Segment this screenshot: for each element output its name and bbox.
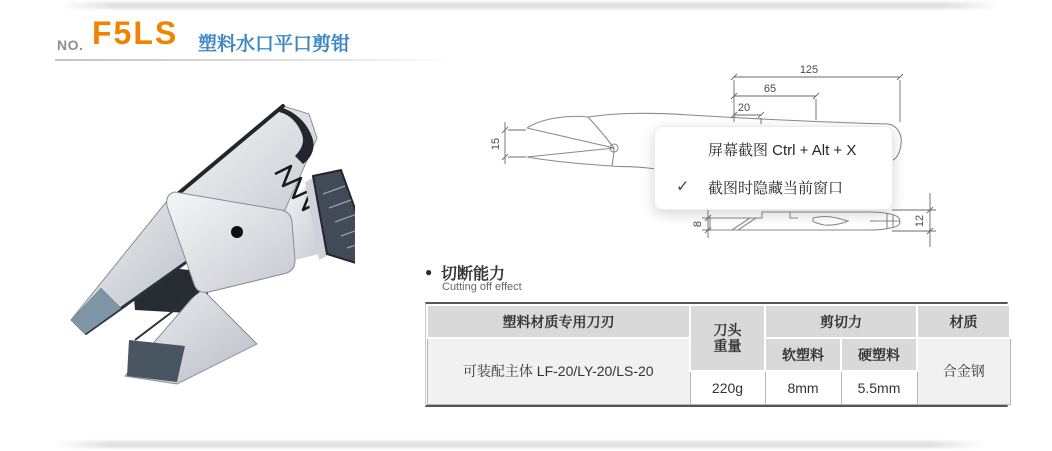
spec-table-wrapper bbox=[425, 302, 1008, 407]
popup-item-screenshot-label: 屏幕截图 Ctrl + Alt + X bbox=[708, 141, 857, 159]
product-photo bbox=[25, 82, 355, 412]
dim-65-label: 65 bbox=[763, 83, 777, 95]
col-header-blade: 塑料材质专用刀刃 bbox=[427, 305, 690, 338]
section-title-cn: 切断能力 bbox=[441, 266, 506, 283]
pivot-dot bbox=[231, 226, 243, 238]
product-title: 塑料水口平口剪钳 bbox=[198, 34, 351, 55]
popup-item-hide-window-label: 截图时隐藏当前窗口 bbox=[708, 179, 844, 197]
cell-weight: 220g bbox=[690, 371, 765, 404]
col-header-soft-plastic: 软塑料 bbox=[765, 338, 841, 371]
head-weight-line2: 重量 bbox=[713, 338, 742, 354]
product-model: F5LS bbox=[92, 15, 179, 51]
dim-12-label: 12 bbox=[914, 214, 926, 228]
popup-item-screenshot[interactable] bbox=[655, 130, 892, 168]
spec-table bbox=[426, 304, 1011, 405]
dim-8-label: 8 bbox=[692, 220, 704, 228]
cell-blade-body: 可装配主体 LF-20/LY-20/LS-20 bbox=[427, 338, 690, 404]
cell-material: 合金钢 bbox=[917, 338, 1010, 404]
bullet-icon: ● bbox=[425, 265, 433, 279]
bottom-divider bbox=[55, 441, 985, 448]
cell-soft-value: 8mm bbox=[765, 371, 841, 404]
check-icon: ✓ bbox=[676, 178, 690, 196]
product-no-label: NO. bbox=[57, 37, 84, 53]
dim-20-label: 20 bbox=[737, 102, 751, 114]
top-divider bbox=[60, 2, 1000, 9]
section-title-en: Cutting off effect bbox=[442, 281, 522, 293]
col-header-shear: 剪切力 bbox=[765, 305, 917, 338]
col-header-material: 材质 bbox=[917, 305, 1010, 338]
cell-hard-value: 5.5mm bbox=[841, 371, 917, 404]
screenshot-popup bbox=[654, 126, 893, 210]
dim-125-label: 125 bbox=[799, 64, 819, 76]
popup-item-hide-window[interactable] bbox=[655, 168, 892, 206]
title-underline bbox=[55, 59, 457, 61]
dim-15-label: 15 bbox=[490, 137, 502, 151]
col-header-hard-plastic: 硬塑料 bbox=[841, 338, 917, 371]
col-header-head-weight bbox=[690, 305, 765, 371]
head-weight-line1: 刀头 bbox=[713, 321, 742, 338]
